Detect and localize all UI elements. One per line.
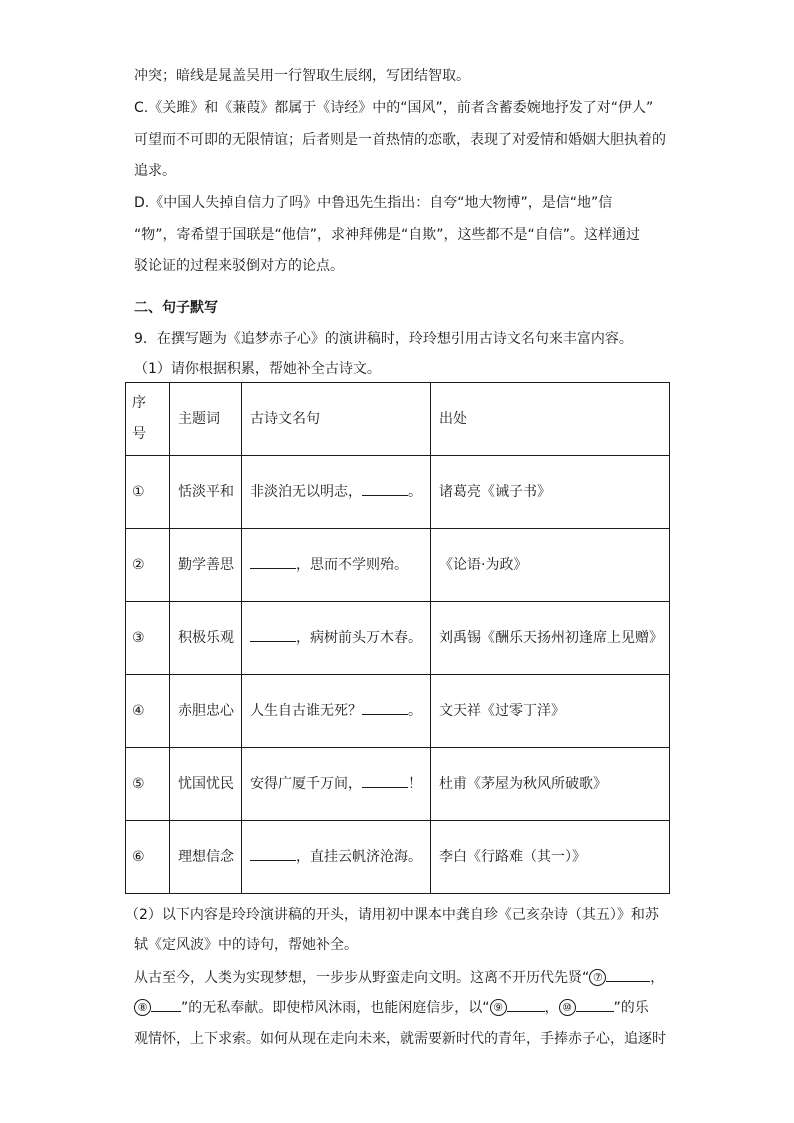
- speech-line1: 从古至今，人类为实现梦想，一步步从野蛮走向文明。这离不开历代先贤“ ⑦ ，: [134, 966, 664, 988]
- row-theme: 积极乐观: [170, 602, 242, 675]
- row-source: 诸葛亮《诫子书》: [431, 456, 670, 529]
- row-verse: ，病树前头万木春。: [242, 602, 431, 675]
- answer-blank[interactable]: [362, 699, 408, 715]
- row-source: 文天祥《过零丁洋》: [431, 675, 670, 748]
- speech-line3: 观情怀，上下求索。如何从现在走向未来，就需要新时代的青年，手捧赤子心，追逐时: [134, 1031, 666, 1047]
- row-number: ⑤: [126, 748, 170, 821]
- table-row: [126, 675, 670, 748]
- row-number: ②: [126, 529, 170, 602]
- answer-blank-8[interactable]: [151, 996, 181, 1012]
- row-theme: 恬淡平和: [170, 456, 242, 529]
- speech-line2: ⑧ ”的无私奉献。即使栉风沐雨，也能闲庭信步，以“ ⑨ ， ⑩ ”的乐: [134, 996, 649, 1018]
- table-row: [126, 456, 670, 529]
- row-source: 李白《行路难（其一）》: [431, 821, 670, 894]
- option-d-line3: 驳论证的过程来驳倒对方的论点。: [134, 258, 344, 274]
- table-row: [126, 748, 670, 821]
- option-d-line2: “物”，寄希望于国联是“他信”，求神拜佛是“自欺”，这些都不是“自信”。这样通过: [134, 227, 641, 243]
- table-header-row: [126, 383, 670, 456]
- row-number: ③: [126, 602, 170, 675]
- blank-marker-7: ⑦: [589, 969, 606, 986]
- table-row: [126, 529, 670, 602]
- answer-blank[interactable]: [362, 772, 408, 788]
- answer-blank-9[interactable]: [507, 996, 545, 1012]
- answer-blank-7[interactable]: [606, 966, 650, 982]
- option-b-tail: 冲突；暗线是晁盖吴用一行智取生辰纲，写团结智取。: [134, 68, 470, 84]
- row-number: ⑥: [126, 821, 170, 894]
- blank-marker-8: ⑧: [134, 999, 151, 1016]
- answer-blank[interactable]: [250, 845, 296, 861]
- row-verse: ，直挂云帆济沧海。: [242, 821, 431, 894]
- row-source: 杜甫《茅屋为秋风所破歌》: [431, 748, 670, 821]
- option-c-line3: 追求。: [134, 163, 176, 179]
- answer-blank[interactable]: [250, 553, 296, 569]
- row-source: 刘禹锡《酬乐天扬州初逢席上见赠》: [431, 602, 670, 675]
- header-verse: 古诗文名句: [242, 383, 431, 456]
- row-source: 《论语·为政》: [431, 529, 670, 602]
- row-theme: 忧国忧民: [170, 748, 242, 821]
- header-source: 出处: [431, 383, 670, 456]
- option-c-line2: 可望而不可即的无限情谊；后者则是一首热情的恋歌，表现了对爱情和婚姻大胆执着的: [134, 132, 666, 148]
- row-number: ④: [126, 675, 170, 748]
- question-9-stem: 9．在撰写题为《追梦赤子心》的演讲稿时，玲玲想引用古诗文名句来丰富内容。: [134, 331, 633, 347]
- blank-marker-9: ⑨: [490, 999, 507, 1016]
- row-verse: 安得广厦千万间， ！: [242, 748, 431, 821]
- row-theme: 理想信念: [170, 821, 242, 894]
- row-theme: 赤胆忠心: [170, 675, 242, 748]
- answer-blank[interactable]: [362, 480, 408, 496]
- header-number: 序号: [126, 383, 170, 456]
- section-heading: 二、句子默写: [134, 300, 218, 316]
- table-row: [126, 602, 670, 675]
- question-9-part1: （1）请你根据积累，帮她补全古诗文。: [134, 361, 381, 377]
- header-theme: 主题词: [170, 383, 242, 456]
- table-row: [126, 821, 670, 894]
- blank-marker-10: ⑩: [559, 999, 576, 1016]
- option-d-line1: D.《中国人失掉自信力了吗》中鲁迅先生指出：自夸“地大物博”，是信“地”信: [134, 195, 613, 211]
- row-number: ①: [126, 456, 170, 529]
- row-verse: 人生自古谁无死？ 。: [242, 675, 431, 748]
- question-9-part2-line1: （2）以下内容是玲玲演讲稿的开头，请用初中课本中龚自珍《己亥杂诗（其五）》和苏: [125, 907, 659, 923]
- row-verse: ，思而不学则殆。: [242, 529, 431, 602]
- question-9-part2-line2: 轼《定风波》中的诗句，帮她补全。: [134, 937, 358, 953]
- row-verse: 非淡泊无以明志， 。: [242, 456, 431, 529]
- answer-blank[interactable]: [250, 626, 296, 642]
- row-theme: 勤学善思: [170, 529, 242, 602]
- option-c-line1: C.《关雎》和《蒹葭》都属于《诗经》中的“国风”，前者含蓄委婉地抒发了对“伊人”: [134, 100, 654, 116]
- answer-blank-10[interactable]: [576, 996, 614, 1012]
- poem-table: [125, 382, 670, 894]
